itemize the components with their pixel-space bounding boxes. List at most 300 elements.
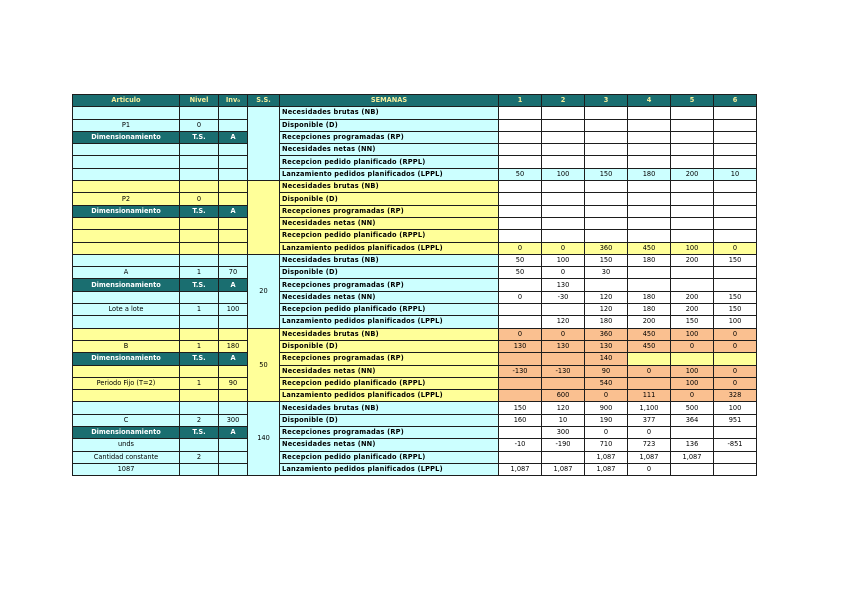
week-cell: 160 xyxy=(499,414,542,426)
week-cell xyxy=(714,107,757,119)
row-label: Disponible (D) xyxy=(280,414,499,426)
week-cell xyxy=(714,217,757,229)
week-cell: 130 xyxy=(542,279,585,291)
week-cell: -851 xyxy=(714,439,757,451)
item-blank xyxy=(219,107,248,119)
week-cell: 100 xyxy=(714,402,757,414)
week-cell: -190 xyxy=(542,439,585,451)
item-row xyxy=(73,439,757,451)
a-value xyxy=(219,168,248,180)
week-cell xyxy=(585,144,628,156)
week-cell: 180 xyxy=(628,168,671,180)
a-value xyxy=(219,365,248,377)
week-cell xyxy=(585,107,628,119)
safety-stock: 20 xyxy=(248,254,280,328)
a-value xyxy=(219,390,248,402)
week-cell xyxy=(499,390,542,402)
item-blank xyxy=(73,402,180,414)
ts-value: 2 xyxy=(180,451,219,463)
week-cell: 0 xyxy=(585,427,628,439)
item-nivel: 0 xyxy=(180,193,219,205)
week-cell: 30 xyxy=(585,267,628,279)
week-cell: 130 xyxy=(499,340,542,352)
ts-label: T.S. xyxy=(180,353,219,365)
item-blank xyxy=(180,328,219,340)
week-cell xyxy=(542,181,585,193)
row-label: Recepcion pedido planificado (RPPL) xyxy=(280,156,499,168)
week-cell xyxy=(671,427,714,439)
week-cell: 120 xyxy=(585,291,628,303)
item-inv xyxy=(219,193,248,205)
week-cell: 360 xyxy=(585,242,628,254)
sizing-method: Periodo Fijo (T=2) xyxy=(73,377,180,389)
table-body xyxy=(73,95,757,476)
week-cell xyxy=(628,119,671,131)
item-blank xyxy=(180,107,219,119)
item-row xyxy=(73,304,757,316)
week-cell: 180 xyxy=(628,254,671,266)
week-cell: 450 xyxy=(628,242,671,254)
week-cell: 200 xyxy=(628,316,671,328)
item-nivel: 0 xyxy=(180,119,219,131)
week-cell: 150 xyxy=(585,168,628,180)
row-label: Recepciones programadas (RP) xyxy=(280,131,499,143)
week-cell xyxy=(671,107,714,119)
a-value xyxy=(219,242,248,254)
a-label: A xyxy=(219,205,248,217)
week-cell xyxy=(628,353,671,365)
item-row xyxy=(73,267,757,279)
row-label: Disponible (D) xyxy=(280,267,499,279)
week-cell: 190 xyxy=(585,414,628,426)
week-cell xyxy=(714,193,757,205)
sizing-method xyxy=(73,156,180,168)
row-label: Necesidades brutas (NB) xyxy=(280,328,499,340)
item-name: A xyxy=(73,267,180,279)
week-cell: 0 xyxy=(671,340,714,352)
ts-value xyxy=(180,144,219,156)
item-inv: 70 xyxy=(219,267,248,279)
week-cell xyxy=(499,279,542,291)
week-cell: 0 xyxy=(542,242,585,254)
week-cell: 540 xyxy=(585,377,628,389)
row-label: Recepciones programadas (RP) xyxy=(280,427,499,439)
week-cell xyxy=(628,107,671,119)
week-cell: 100 xyxy=(671,242,714,254)
week-cell xyxy=(671,181,714,193)
week-cell: 111 xyxy=(628,390,671,402)
week-cell: 0 xyxy=(714,377,757,389)
week-cell: 120 xyxy=(542,402,585,414)
header-week-6: 6 xyxy=(714,95,757,107)
sizing-method xyxy=(73,230,180,242)
item-blank xyxy=(73,107,180,119)
week-cell xyxy=(714,181,757,193)
week-cell: 500 xyxy=(671,402,714,414)
a-value: 90 xyxy=(219,377,248,389)
row-label: Necesidades netas (NN) xyxy=(280,217,499,229)
row-label: Necesidades netas (NN) xyxy=(280,365,499,377)
week-cell: 150 xyxy=(714,291,757,303)
week-cell xyxy=(671,119,714,131)
week-cell: 377 xyxy=(628,414,671,426)
week-cell xyxy=(542,144,585,156)
week-cell: 600 xyxy=(542,390,585,402)
week-cell xyxy=(499,316,542,328)
week-cell: 0 xyxy=(714,340,757,352)
header-semanas: SEMANAS xyxy=(280,95,499,107)
week-cell: 328 xyxy=(714,390,757,402)
week-cell xyxy=(585,156,628,168)
week-cell xyxy=(714,205,757,217)
item-name: B xyxy=(73,340,180,352)
week-cell: 200 xyxy=(671,254,714,266)
week-cell: 0 xyxy=(499,291,542,303)
ts-value xyxy=(180,390,219,402)
ts-value xyxy=(180,168,219,180)
item-nivel: 1 xyxy=(180,340,219,352)
week-cell: 100 xyxy=(671,377,714,389)
week-cell xyxy=(714,279,757,291)
a-value xyxy=(219,451,248,463)
a-label: A xyxy=(219,427,248,439)
week-cell: 130 xyxy=(585,340,628,352)
item-row xyxy=(73,181,757,193)
week-cell xyxy=(671,463,714,475)
item-row xyxy=(73,353,757,365)
ts-label: T.S. xyxy=(180,131,219,143)
week-cell xyxy=(499,217,542,229)
item-inv xyxy=(219,119,248,131)
sizing-method xyxy=(73,390,180,402)
week-cell xyxy=(628,131,671,143)
sizing-method: Lote a lote xyxy=(73,304,180,316)
dimensionamiento-label: Dimensionamiento xyxy=(73,279,180,291)
safety-stock xyxy=(248,181,280,255)
row-label: Disponible (D) xyxy=(280,340,499,352)
week-cell: 1,087 xyxy=(628,451,671,463)
week-cell xyxy=(714,463,757,475)
dimensionamiento-label: Dimensionamiento xyxy=(73,427,180,439)
header-articulo: Articulo xyxy=(73,95,180,107)
week-cell: 710 xyxy=(585,439,628,451)
week-cell: 150 xyxy=(671,316,714,328)
item-name: P1 xyxy=(73,119,180,131)
ts-value: 1 xyxy=(180,377,219,389)
safety-stock: 50 xyxy=(248,328,280,402)
mrp-table xyxy=(72,94,757,476)
ts-value xyxy=(180,242,219,254)
week-cell: 0 xyxy=(714,365,757,377)
row-label: Necesidades netas (NN) xyxy=(280,291,499,303)
item-row xyxy=(73,328,757,340)
week-cell xyxy=(585,205,628,217)
item-blank xyxy=(219,181,248,193)
item-name: P2 xyxy=(73,193,180,205)
week-cell xyxy=(714,353,757,365)
week-cell xyxy=(499,119,542,131)
week-cell xyxy=(671,193,714,205)
week-cell xyxy=(671,131,714,143)
week-cell xyxy=(714,451,757,463)
week-cell xyxy=(542,217,585,229)
week-cell: 450 xyxy=(628,340,671,352)
header-week-1: 1 xyxy=(499,95,542,107)
week-cell: 120 xyxy=(585,304,628,316)
week-cell: 100 xyxy=(671,365,714,377)
week-cell: 0 xyxy=(628,463,671,475)
week-cell: 0 xyxy=(671,390,714,402)
ts-value xyxy=(180,365,219,377)
item-inv: 180 xyxy=(219,340,248,352)
item-inv: 300 xyxy=(219,414,248,426)
week-cell xyxy=(671,217,714,229)
row-label: Recepciones programadas (RP) xyxy=(280,279,499,291)
week-cell: 1,087 xyxy=(542,463,585,475)
week-cell xyxy=(628,181,671,193)
week-cell xyxy=(671,267,714,279)
item-row xyxy=(73,107,757,119)
ts-value xyxy=(180,291,219,303)
week-cell xyxy=(542,304,585,316)
ts-value xyxy=(180,217,219,229)
row-label: Lanzamiento pedidos planificados (LPPL) xyxy=(280,168,499,180)
week-cell: 0 xyxy=(628,427,671,439)
week-cell xyxy=(499,353,542,365)
week-cell xyxy=(499,144,542,156)
week-cell: 1,087 xyxy=(499,463,542,475)
week-cell: 0 xyxy=(585,390,628,402)
week-cell: 50 xyxy=(499,254,542,266)
header-week-3: 3 xyxy=(585,95,628,107)
week-cell xyxy=(499,156,542,168)
item-row xyxy=(73,242,757,254)
a-value xyxy=(219,230,248,242)
week-cell: 100 xyxy=(671,328,714,340)
header-nivel: Nivel xyxy=(180,95,219,107)
item-blank xyxy=(180,402,219,414)
week-cell: 300 xyxy=(542,427,585,439)
week-cell xyxy=(628,217,671,229)
ts-value xyxy=(180,156,219,168)
item-blank xyxy=(73,254,180,266)
week-cell xyxy=(499,377,542,389)
item-row xyxy=(73,365,757,377)
row-label: Disponible (D) xyxy=(280,119,499,131)
sizing-method: Cantidad constante xyxy=(73,451,180,463)
a-value: 100 xyxy=(219,304,248,316)
week-cell xyxy=(499,205,542,217)
dimensionamiento-label: Dimensionamiento xyxy=(73,353,180,365)
a-value xyxy=(219,291,248,303)
week-cell: 0 xyxy=(542,328,585,340)
week-cell xyxy=(714,230,757,242)
item-blank xyxy=(180,254,219,266)
week-cell xyxy=(585,230,628,242)
week-cell xyxy=(714,131,757,143)
item-blank xyxy=(73,181,180,193)
week-cell: 0 xyxy=(499,242,542,254)
week-cell: 900 xyxy=(585,402,628,414)
ts-value xyxy=(180,230,219,242)
row-label: Recepciones programadas (RP) xyxy=(280,353,499,365)
week-cell: 450 xyxy=(628,328,671,340)
item-blank xyxy=(73,328,180,340)
week-cell xyxy=(542,107,585,119)
week-cell: 0 xyxy=(542,267,585,279)
week-cell: 360 xyxy=(585,328,628,340)
item-row xyxy=(73,451,757,463)
item-name: C xyxy=(73,414,180,426)
week-cell: 0 xyxy=(499,328,542,340)
item-row xyxy=(73,279,757,291)
week-cell xyxy=(499,131,542,143)
week-cell xyxy=(714,427,757,439)
week-cell: 130 xyxy=(542,340,585,352)
week-cell: -130 xyxy=(499,365,542,377)
week-cell xyxy=(585,217,628,229)
item-row xyxy=(73,402,757,414)
ts-label: T.S. xyxy=(180,205,219,217)
item-row xyxy=(73,316,757,328)
a-value xyxy=(219,156,248,168)
item-row xyxy=(73,156,757,168)
item-row xyxy=(73,254,757,266)
week-cell: 364 xyxy=(671,414,714,426)
sizing-method: unds xyxy=(73,439,180,451)
row-label: Recepcion pedido planificado (RPPL) xyxy=(280,451,499,463)
week-cell: 180 xyxy=(628,291,671,303)
a-value xyxy=(219,463,248,475)
safety-stock: 140 xyxy=(248,402,280,476)
week-cell: 150 xyxy=(714,254,757,266)
week-cell: 180 xyxy=(585,316,628,328)
week-cell xyxy=(542,131,585,143)
week-cell xyxy=(671,205,714,217)
week-cell: 0 xyxy=(714,328,757,340)
week-cell: 1,100 xyxy=(628,402,671,414)
week-cell xyxy=(628,267,671,279)
dimensionamiento-label: Dimensionamiento xyxy=(73,131,180,143)
row-label: Lanzamiento pedidos planificados (LPPL) xyxy=(280,463,499,475)
week-cell: 150 xyxy=(499,402,542,414)
week-cell: 1,087 xyxy=(585,463,628,475)
header-row xyxy=(73,95,757,107)
row-label: Recepciones programadas (RP) xyxy=(280,205,499,217)
week-cell: 723 xyxy=(628,439,671,451)
item-row xyxy=(73,390,757,402)
sizing-method xyxy=(73,217,180,229)
item-nivel: 2 xyxy=(180,414,219,426)
a-label: A xyxy=(219,279,248,291)
week-cell xyxy=(499,451,542,463)
sizing-method xyxy=(73,144,180,156)
week-cell xyxy=(585,119,628,131)
week-cell xyxy=(671,156,714,168)
week-cell xyxy=(585,181,628,193)
sizing-method xyxy=(73,168,180,180)
item-blank xyxy=(219,254,248,266)
row-label: Lanzamiento pedidos planificados (LPPL) xyxy=(280,316,499,328)
item-row xyxy=(73,205,757,217)
item-row xyxy=(73,463,757,475)
week-cell xyxy=(499,427,542,439)
week-cell: 10 xyxy=(542,414,585,426)
item-row xyxy=(73,377,757,389)
week-cell: 120 xyxy=(542,316,585,328)
header-ss: S.S. xyxy=(248,95,280,107)
a-value xyxy=(219,217,248,229)
item-row xyxy=(73,168,757,180)
week-cell: 200 xyxy=(671,168,714,180)
item-blank xyxy=(219,328,248,340)
item-row xyxy=(73,144,757,156)
row-label: Necesidades brutas (NB) xyxy=(280,107,499,119)
row-label: Necesidades brutas (NB) xyxy=(280,181,499,193)
week-cell xyxy=(714,119,757,131)
row-label: Necesidades netas (NN) xyxy=(280,144,499,156)
ts-value xyxy=(180,316,219,328)
safety-stock xyxy=(248,107,280,181)
week-cell xyxy=(671,230,714,242)
item-row xyxy=(73,230,757,242)
week-cell xyxy=(628,156,671,168)
ts-label: T.S. xyxy=(180,427,219,439)
row-label: Necesidades netas (NN) xyxy=(280,439,499,451)
week-cell: 50 xyxy=(499,267,542,279)
item-blank xyxy=(219,402,248,414)
week-cell xyxy=(628,144,671,156)
week-cell: 150 xyxy=(585,254,628,266)
a-value xyxy=(219,144,248,156)
week-cell: 100 xyxy=(542,168,585,180)
item-row xyxy=(73,340,757,352)
week-cell xyxy=(499,107,542,119)
week-cell xyxy=(499,181,542,193)
sizing-method xyxy=(73,316,180,328)
header-inv: Inv₀ xyxy=(219,95,248,107)
item-blank xyxy=(180,181,219,193)
week-cell xyxy=(671,279,714,291)
header-week-5: 5 xyxy=(671,95,714,107)
a-label: A xyxy=(219,131,248,143)
a-value xyxy=(219,316,248,328)
week-cell xyxy=(542,205,585,217)
item-row xyxy=(73,427,757,439)
week-cell xyxy=(714,267,757,279)
week-cell: 0 xyxy=(714,242,757,254)
week-cell xyxy=(542,353,585,365)
ts-value xyxy=(180,439,219,451)
week-cell xyxy=(714,156,757,168)
week-cell: 140 xyxy=(585,353,628,365)
week-cell: 150 xyxy=(714,304,757,316)
week-cell: 200 xyxy=(671,304,714,316)
week-cell: 200 xyxy=(671,291,714,303)
a-label: A xyxy=(219,353,248,365)
item-row xyxy=(73,217,757,229)
sizing-method xyxy=(73,242,180,254)
week-cell: 100 xyxy=(714,316,757,328)
week-cell xyxy=(671,353,714,365)
week-cell xyxy=(542,193,585,205)
ts-label: T.S. xyxy=(180,279,219,291)
week-cell: 180 xyxy=(628,304,671,316)
week-cell: 50 xyxy=(499,168,542,180)
week-cell: 136 xyxy=(671,439,714,451)
week-cell xyxy=(585,279,628,291)
row-label: Lanzamiento pedidos planificados (LPPL) xyxy=(280,390,499,402)
